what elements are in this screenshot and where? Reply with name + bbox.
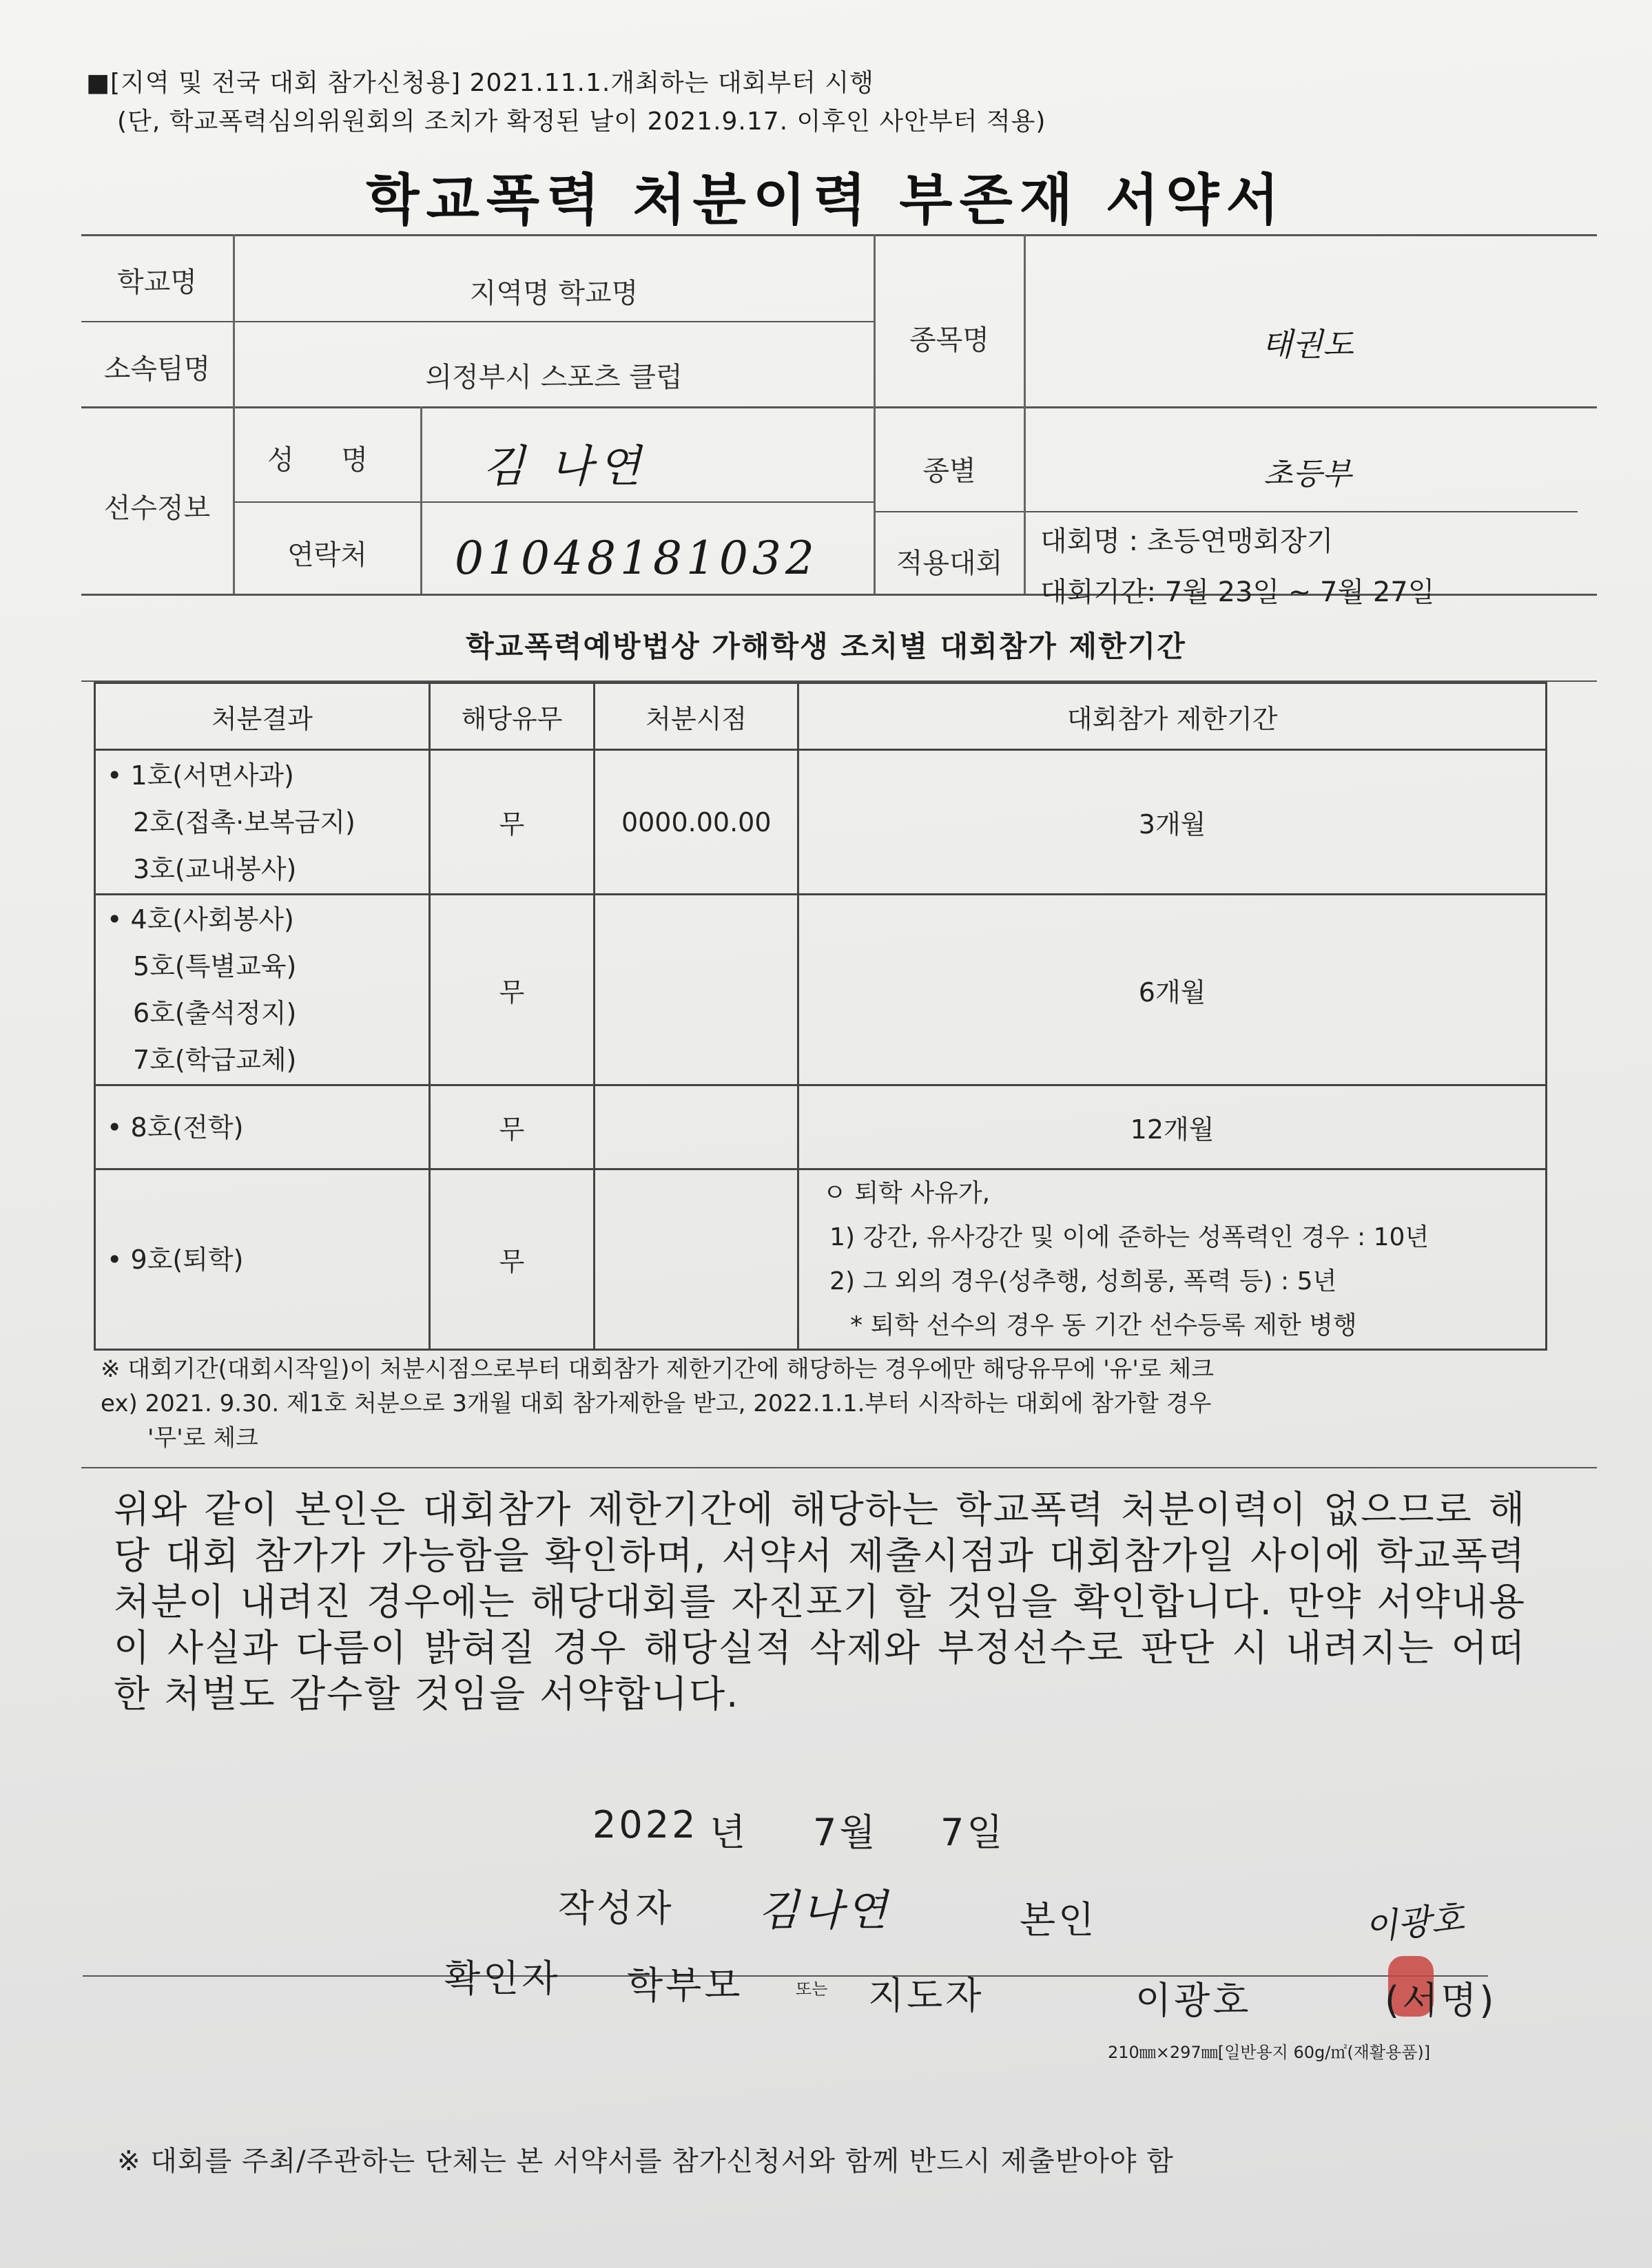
applicable-cell: 무 — [429, 895, 595, 1085]
action-item: 7호(학급교체) — [133, 1045, 297, 1075]
period-cell: 12개월 — [798, 1085, 1547, 1169]
document-title: 학교폭력 처분이력 부존재 서약서 — [366, 168, 1286, 232]
or-label: 또는 — [796, 1979, 828, 1999]
event-value: 태권도 — [1261, 326, 1354, 363]
pledge-text: 위와 같이 본인은 대회참가 제한기간에 해당하는 학교폭력 처분이력이 없으므로 해당 대회 참가가 가능함을 확인하며, 서약서 제출시점과 대회참가일 사이에 학교폭력 처분이 내려진 경우에는 해당대회를 자진포기 할 것임을 확인합니다. 만약 서약내용이 사실과 다름이 밝혀질 경우 해당실적 삭제와 부정선수로 판단 시 내려지는 어떠한 처벌도 감수할 것임을 서약합니다. — [114, 1488, 1526, 1716]
seal-label: (서명) — [1385, 1979, 1497, 2022]
action-item: • 9호(퇴학) — [107, 1244, 244, 1275]
action-item: • 4호(사회봉사) — [107, 904, 294, 935]
confirmer-label: 확인자 — [444, 1957, 561, 2000]
note-line1: ※ 대회기간(대회시작일)이 처분시점으로부터 대회참가 제한기간에 해당하는 경우에만 해당유무에 '유'로 체크 — [101, 1355, 1215, 1383]
rule — [81, 321, 874, 322]
header-notice-line1: ■[지역 및 전국 대회 참가신청용] 2021.11.1.개최하는 대회부터 시행 — [86, 69, 874, 97]
note-line3: '무'로 체크 — [147, 1424, 258, 1452]
period-cell: 3개월 — [798, 750, 1547, 895]
col-header-date: 처분시점 — [595, 683, 798, 750]
action-item: 6호(출석정지) — [133, 998, 297, 1028]
date-month: 7월 — [813, 1811, 878, 1854]
col-header-period: 대회참가 제한기간 — [798, 683, 1547, 750]
athlete-label: 선수정보 — [103, 492, 211, 524]
restriction-table — [94, 682, 1547, 1351]
note-line2: ex) 2021. 9.30. 제1호 처분으로 3개월 대회 참가제한을 받고, 2022.1.1.부터 시작하는 대회에 참가할 경우 — [101, 1390, 1212, 1417]
actions-cell — [95, 895, 430, 1085]
event-label: 종목명 — [909, 324, 989, 356]
parent-label: 학부모 — [627, 1964, 743, 2007]
table-row — [95, 750, 1547, 895]
period-cell-expulsion — [798, 1169, 1547, 1350]
rule — [81, 406, 1597, 408]
rule — [234, 501, 875, 503]
header-notice-line2: (단, 학교폭력심의위원회의 조치가 확정된 날이 2021.9.17. 이후인 사안부터 적용) — [117, 107, 1046, 136]
table-row — [95, 1085, 1547, 1169]
expulsion-rule: 2) 그 외의 경우(성추행, 성희롱, 폭력 등) : 5년 — [829, 1267, 1337, 1296]
period-cell: 6개월 — [798, 895, 1547, 1085]
action-item: • 8호(전학) — [107, 1112, 244, 1143]
date-year: 2022 — [592, 1803, 699, 1846]
date-year-unit: 년 — [710, 1811, 749, 1854]
date-cell — [595, 895, 798, 1085]
action-item: 5호(특별교육) — [133, 951, 297, 981]
actions-cell — [95, 750, 430, 895]
paper-spec: 210㎜×297㎜[일반용지 60g/㎡(재활용품)] — [1108, 2043, 1431, 2062]
school-label: 학교명 — [117, 267, 197, 298]
date-cell: 0000.00.00 — [595, 750, 798, 895]
rule — [81, 234, 1597, 236]
rule — [875, 511, 1578, 512]
author-signature: 김나연 — [758, 1885, 890, 1935]
date-cell — [595, 1085, 798, 1169]
footer-note: ※ 대회를 주최/주관하는 단체는 본 서약서를 참가신청서와 함께 반드시 제출받아야 함 — [117, 2145, 1174, 2177]
rule — [420, 406, 422, 594]
expulsion-rule: * 퇴학 선수의 경우 동 기간 선수등록 제한 병행 — [850, 1311, 1357, 1340]
restriction-title: 학교폭력예방법상 가해학생 조치별 대회참가 제한기간 — [466, 630, 1186, 663]
competition-period: 대회기간: 7월 23일 ~ 7월 27일 — [1040, 576, 1435, 608]
competition-name: 대회명 : 초등연맹회장기 — [1040, 526, 1334, 557]
confirmer-name: 이광호 — [1135, 1979, 1252, 2022]
applicable-cell: 무 — [429, 750, 595, 895]
coach-label: 지도자 — [868, 1974, 984, 2017]
competition-label: 적용대회 — [896, 548, 1003, 579]
actions-cell — [95, 1169, 430, 1350]
actions-cell — [95, 1085, 430, 1169]
applicable-cell: 무 — [429, 1169, 595, 1350]
rule — [1024, 234, 1026, 594]
action-item: 2호(접촉·보복금지) — [133, 807, 355, 838]
table-row — [95, 1169, 1547, 1350]
applicable-cell: 무 — [429, 1085, 595, 1169]
team-value: 의정부시 스포츠 클럽 — [425, 362, 683, 393]
date-cell — [595, 1169, 798, 1350]
team-label: 소속팀명 — [103, 353, 211, 385]
contact-label: 연락처 — [287, 539, 367, 571]
confirmer-signature: 이광호 — [1362, 1897, 1466, 1948]
school-value: 지역명 학교명 — [469, 278, 639, 309]
table-row — [95, 895, 1547, 1085]
col-header-applicable: 해당유무 — [429, 683, 595, 750]
expulsion-rule: ㅇ 퇴학 사유가, — [823, 1178, 991, 1207]
division-label: 종별 — [922, 455, 976, 487]
division-value: 초등부 — [1263, 457, 1352, 492]
rule — [81, 1467, 1597, 1468]
action-item: • 1호(서면사과) — [107, 760, 294, 791]
col-header-result: 처분결과 — [95, 683, 430, 750]
rule — [874, 234, 876, 594]
date-day: 7일 — [940, 1811, 1006, 1854]
name-value: 김 나연 — [482, 441, 646, 492]
action-item: 3호(교내봉사) — [133, 853, 297, 884]
name-label: 성 명 — [267, 444, 387, 476]
expulsion-rule: 1) 강간, 유사강간 및 이에 준하는 성폭력인 경우 : 10년 — [829, 1223, 1429, 1251]
contact-value: 01048181032 — [455, 532, 818, 585]
author-role: 본인 — [1020, 1898, 1097, 1942]
author-label: 작성자 — [558, 1886, 674, 1930]
table-header-row — [95, 683, 1547, 750]
rule — [83, 1975, 1488, 1977]
